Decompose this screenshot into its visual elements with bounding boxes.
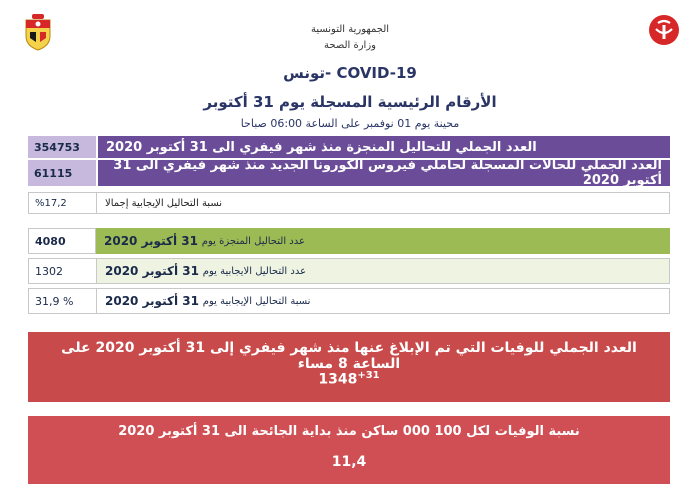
summary-label: العدد الجملي للتحاليل المنجزة منذ شهر فيفري الى 31 أكتوبر 2020 (96, 136, 670, 158)
mortality-box (28, 416, 670, 484)
update-timestamp: محينة يوم 01 نوفمبر على الساعة 06:00 صباحا (240, 117, 460, 130)
mortality-value: 11,4 (331, 454, 367, 470)
deaths-box (28, 332, 670, 402)
daily-label (97, 259, 669, 283)
daily-label-date: 31 أكتوبر 2020 (104, 234, 198, 248)
daily-row-positives (28, 258, 670, 284)
deaths-value: 1348 (318, 371, 358, 388)
covid-title: COVID-19 -تونس (283, 64, 417, 82)
daily-label-date: 31 أكتوبر 2020 (105, 264, 199, 278)
deaths-label: العدد الجملي للوفيات التي تم الإبلاغ عنها منذ شهر فيفري إلى 31 أكتوبر 2020 على الساعة 8 مساء (61, 340, 637, 372)
summary-label: نسبة التحاليل الإيجابية إجمالا (105, 197, 223, 209)
tunisia-coat-of-arms-icon (22, 14, 54, 52)
summary-value: 354753 (28, 136, 96, 158)
page-title: الأرقام الرئيسية المسجلة يوم 31 أكتوبر (203, 93, 497, 111)
ministry-name: وزارة الصحة (324, 40, 376, 51)
mortality-label: نسبة الوفيات لكل 100 000 ساكن منذ بداية الجائحة الى 31 أكتوبر 2020 (118, 424, 580, 439)
daily-row-tests (28, 228, 670, 254)
summary-row-positive-rate (28, 192, 670, 214)
daily-label-date: 31 أكتوبر 2020 (105, 294, 199, 308)
summary-row-total-tests (28, 136, 670, 158)
summary-label: العدد الجملي للحالات المسجلة لحاملي فيروس الكورونا الجديد منذ شهر فيفري الى 31 أكتوبر 2020 (96, 160, 670, 186)
health-ministry-logo-icon (648, 14, 680, 46)
daily-row-positive-rate (28, 288, 670, 314)
government-header (250, 22, 450, 54)
summary-value: %17,2 (29, 193, 97, 213)
republic-name: الجمهورية التونسية (310, 24, 390, 35)
deaths-increment: +31 (357, 370, 380, 381)
daily-value: 4080 (28, 228, 96, 254)
daily-label (96, 228, 670, 254)
daily-value: 1302 (29, 259, 97, 283)
summary-value: 61115 (28, 160, 96, 186)
daily-value: 31,9 % (29, 289, 97, 313)
daily-label-text: عدد التحاليل المنجزة يوم (201, 235, 305, 247)
summary-row-total-cases (28, 160, 670, 186)
daily-label-text: نسبة التحاليل الإيجابية يوم (202, 295, 311, 307)
deaths-value-line (28, 370, 670, 388)
daily-label-text: عدد التحاليل الايجابية يوم (202, 265, 307, 277)
daily-label (97, 289, 669, 313)
